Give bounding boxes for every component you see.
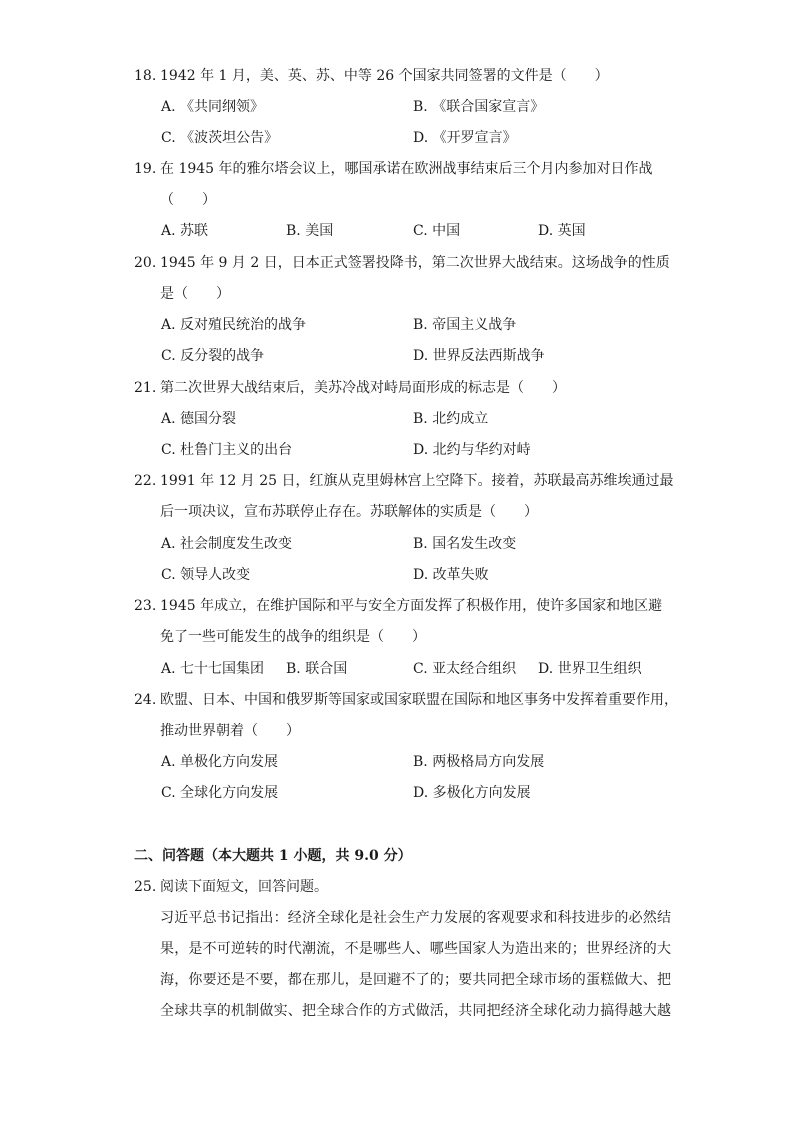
option-d: D. 北约与华约对峙 (413, 442, 531, 458)
option-c: C. 《波茨坦公告》 (161, 130, 279, 146)
option-c: C. 反分裂的战争 (161, 348, 265, 364)
option-a: A. 反对殖民统治的战争 (161, 317, 307, 333)
question-stem: 欧盟、日本、中国和俄罗斯等国家或国家联盟在国际和地区事务中发挥着重要作用， (160, 692, 678, 708)
question-stem-continued: 推动世界朝着（ ） (160, 723, 300, 739)
question-number: 19. (134, 161, 157, 177)
question-number: 22. (134, 473, 157, 489)
passage-line: 海，你要还是不要，都在那儿，是回避不了的；要共同把全球市场的蛋糕做大、把 (160, 972, 672, 988)
option-a: A. 《共同纲领》 (161, 99, 265, 115)
question-number: 18. (134, 68, 157, 84)
option-d: D. 英国 (538, 223, 586, 239)
passage-line: 习近平总书记指出：经济全球化是社会生产力发展的客观要求和科技进步的必然结 (160, 910, 672, 926)
question-number: 23. (134, 598, 157, 614)
option-a: A. 苏联 (161, 223, 209, 239)
option-c: C. 领导人改变 (161, 567, 251, 583)
question-number: 20. (134, 255, 157, 271)
option-a: A. 单极化方向发展 (161, 754, 279, 770)
question-stem: 1945 年 9 月 2 日，日本正式签署投降书，第二次世界大战结束。这场战争的性质 (160, 255, 670, 271)
option-c: C. 中国 (413, 223, 461, 239)
question-stem-continued: （ ） (160, 192, 216, 208)
option-b: B. 国名发生改变 (413, 536, 517, 552)
question-stem-continued: 后一项决议，宣布苏联停止存在。苏联解体的实质是（ ） (160, 504, 538, 520)
option-b: B. 联合国 (286, 661, 348, 677)
question-stem-continued: 免了一些可能发生的战争的组织是（ ） (160, 629, 426, 645)
option-d: D. 《开罗宣言》 (413, 130, 517, 146)
option-c: C. 全球化方向发展 (161, 785, 279, 801)
question-prompt: 阅读下面短文，回答问题。 (160, 879, 328, 895)
question-stem-continued: 是（ ） (160, 286, 230, 302)
option-d: D. 多极化方向发展 (413, 785, 531, 801)
option-b: B. 美国 (286, 223, 334, 239)
option-d: D. 世界卫生组织 (538, 661, 642, 677)
question-number: 25. (134, 879, 157, 895)
question-stem: 1991 年 12 月 25 日，红旗从克里姆林宫上空降下。接着，苏联最高苏维埃通过最 (160, 473, 674, 489)
option-b: B. 《联合国家宣言》 (413, 99, 545, 115)
option-a: A. 七十七国集团 (161, 661, 265, 677)
option-b: B. 两极格局方向发展 (413, 754, 545, 770)
option-a: A. 德国分裂 (161, 411, 237, 427)
option-a: A. 社会制度发生改变 (161, 536, 293, 552)
option-c: C. 亚太经合组织 (413, 661, 517, 677)
question-stem: 第二次世界大战结束后，美苏冷战对峙局面形成的标志是（ ） (160, 380, 566, 396)
option-d: D. 世界反法西斯战争 (413, 348, 545, 364)
option-c: C. 杜鲁门主义的出台 (161, 442, 293, 458)
question-number: 21. (134, 380, 157, 396)
question-stem: 在 1945 年的雅尔塔会议上，哪国承诺在欧洲战事结束后三个月内参加对日作战 (160, 161, 653, 177)
passage-line: 全球共享的机制做实、把全球合作的方式做活，共同把经济全球化动力搞得越大越 (160, 1003, 672, 1019)
option-d: D. 改革失败 (413, 567, 489, 583)
question-number: 24. (134, 692, 157, 708)
question-stem: 1945 年成立，在维护国际和平与安全方面发挥了积极作用，使许多国家和地区避 (160, 598, 663, 614)
section-heading: 二、问答题（本大题共 1 小题，共 9.0 分） (134, 848, 412, 864)
option-b: B. 北约成立 (413, 411, 489, 427)
option-b: B. 帝国主义战争 (413, 317, 517, 333)
passage-line: 果，是不可逆转的时代潮流，不是哪些人、哪些国家人为造出来的；世界经济的大 (160, 941, 672, 957)
question-stem: 1942 年 1 月，美、英、苏、中等 26 个国家共同签署的文件是（ ） (160, 68, 609, 84)
